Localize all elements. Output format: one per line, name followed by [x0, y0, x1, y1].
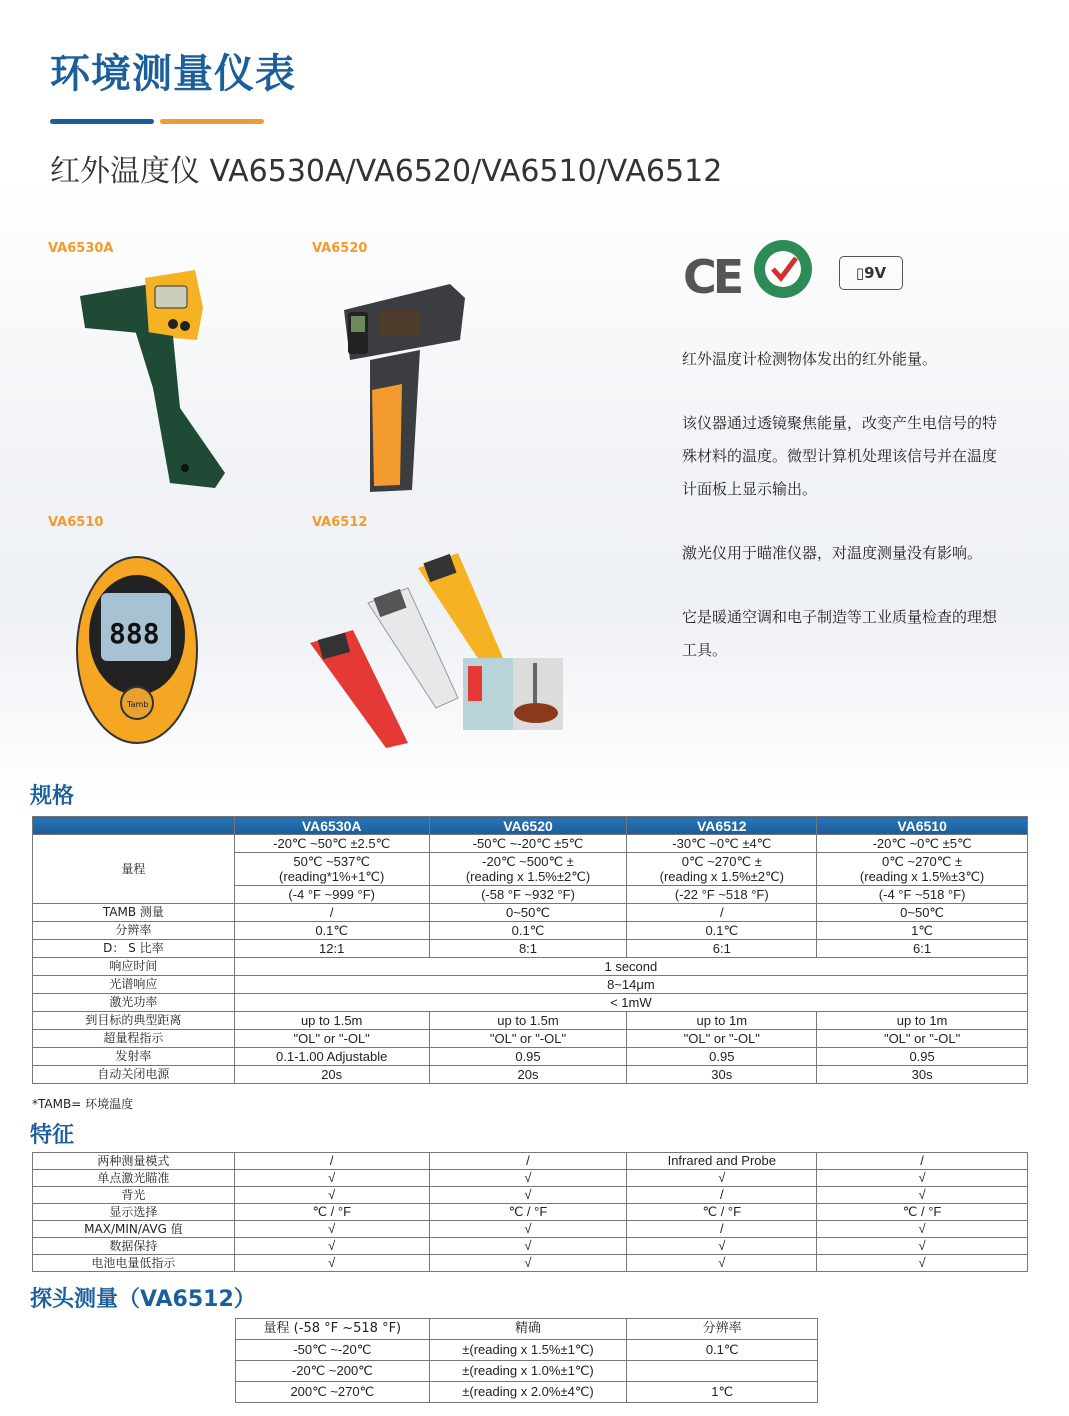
table-row [33, 1066, 1028, 1084]
table-cell: up to 1.5m [234, 1012, 429, 1030]
table-cell [627, 1361, 818, 1382]
table-cell: "OL" or "-OL" [429, 1030, 627, 1048]
table-cell: -20℃ ~200℃ [236, 1361, 430, 1382]
table-cell: 0.95 [627, 1048, 817, 1066]
table-cell: "OL" or "-OL" [627, 1030, 817, 1048]
title-underline-orange [160, 119, 264, 124]
table-cell: "OL" or "-OL" [817, 1030, 1028, 1048]
row-label: 到目标的典型距离 [33, 1012, 235, 1030]
table-cell: 0.1℃ [627, 1340, 818, 1361]
battery-9v-icon: ▯9V [839, 256, 903, 290]
table-cell: √ [429, 1255, 627, 1272]
row-label-range: 量程 [33, 835, 235, 904]
table-cell: √ [429, 1238, 627, 1255]
table-cell: ℃ / °F [817, 1204, 1028, 1221]
row-label: 分辨率 [627, 1319, 818, 1340]
va6510-product-image [75, 555, 200, 745]
table-cell: < 1mW [234, 994, 1027, 1012]
table-cell: up to 1.5m [429, 1012, 627, 1030]
features-table [32, 1152, 1028, 1272]
table-header-row [33, 817, 1028, 835]
table-row [33, 904, 1028, 922]
table-cell: 200℃ ~270℃ [236, 1382, 430, 1403]
va6520-product-image [340, 280, 470, 495]
table-row [33, 958, 1028, 976]
va6512-product-image [308, 548, 568, 748]
probe-table [235, 1318, 818, 1403]
table-cell: √ [817, 1221, 1028, 1238]
table-cell: √ [627, 1255, 817, 1272]
table-cell: √ [627, 1238, 817, 1255]
table-cell: ±(reading x 1.5%±1℃) [429, 1340, 627, 1361]
table-cell: 8:1 [429, 940, 627, 958]
table-cell: √ [429, 1221, 627, 1238]
table-cell: √ [234, 1255, 429, 1272]
table-row [33, 1048, 1028, 1066]
table-row [33, 1187, 1028, 1204]
table-row [33, 1012, 1028, 1030]
table-cell: 0.1-1.00 Adjustable [234, 1048, 429, 1066]
table-cell: 30s [627, 1066, 817, 1084]
table-cell: 30s [817, 1066, 1028, 1084]
table-header: VA6530A [234, 817, 429, 835]
table-cell: √ [817, 1238, 1028, 1255]
table-cell: -30℃ ~0℃ ±4℃ [627, 835, 817, 853]
table-row [33, 940, 1028, 958]
table-cell: √ [234, 1221, 429, 1238]
probe-heading: 探头测量（VA6512） [30, 1287, 256, 1312]
specs-heading: 规格 [30, 784, 75, 809]
desc-paragraph-2: 该仪器通过透镜聚焦能量，改变产生电信号的特 殊材料的温度。微型计算机处理该信号并在温度 计面板上显示输出。 [682, 414, 998, 498]
row-label: 量程 (-58 °F ~518 °F) [236, 1319, 430, 1340]
table-header: VA6520 [429, 817, 627, 835]
row-label: 单点激光瞄准 [33, 1170, 235, 1187]
table-cell: ±(reading x 1.0%±1℃) [429, 1361, 627, 1382]
table-cell: -50℃ ~-20℃ ±5℃ [429, 835, 627, 853]
table-cell: 1℃ [627, 1382, 818, 1403]
tamb-footnote: *TAMB= 环境温度 [32, 1097, 134, 1111]
row-label: 数据保持 [33, 1238, 235, 1255]
table-cell: 6:1 [817, 940, 1028, 958]
row-label: 自动关闭电源 [33, 1066, 235, 1084]
row-label: 精确 [429, 1319, 627, 1340]
table-cell: 0℃ ~270℃ ± (reading x 1.5%±3℃) [817, 853, 1028, 886]
table-cell: / [429, 1153, 627, 1170]
table-header: VA6512 [627, 817, 817, 835]
table-cell: √ [234, 1187, 429, 1204]
table-cell: / [627, 904, 817, 922]
table-row [33, 1238, 1028, 1255]
desc-paragraph-4: 它是暖通空调和电子制造等工业质量检查的理想 工具。 [682, 608, 998, 659]
table-cell: (-58 °F ~932 °F) [429, 886, 627, 904]
row-label: 电池电量低指示 [33, 1255, 235, 1272]
table-cell: ℃ / °F [429, 1204, 627, 1221]
model-label-va6530a: VA6530A [48, 241, 114, 256]
table-cell: up to 1m [627, 1012, 817, 1030]
va6530a-product-image [75, 268, 235, 493]
svg-text:888: 888 [109, 617, 160, 650]
table-cell: (-4 °F ~518 °F) [817, 886, 1028, 904]
desc-paragraph-3: 激光仪用于瞄准仪器，对温度测量没有影响。 [682, 544, 983, 562]
row-label: 显示选择 [33, 1204, 235, 1221]
table-row [33, 1204, 1028, 1221]
table-cell: -20℃ ~0℃ ±5℃ [817, 835, 1028, 853]
row-label: 分辨率 [33, 922, 235, 940]
table-cell: 6:1 [627, 940, 817, 958]
table-cell: (-4 °F ~999 °F) [234, 886, 429, 904]
row-label: D： S 比率 [33, 940, 235, 958]
table-cell: -50℃ ~-20℃ [236, 1340, 430, 1361]
table-cell: / [234, 904, 429, 922]
table-cell: √ [817, 1187, 1028, 1204]
table-cell: / [817, 1153, 1028, 1170]
table-row [33, 1170, 1028, 1187]
table-row [33, 835, 1028, 853]
table-row [33, 1221, 1028, 1238]
table-row [33, 922, 1028, 940]
table-cell: 0℃ ~270℃ ± (reading x 1.5%±2℃) [627, 853, 817, 886]
table-cell: 12:1 [234, 940, 429, 958]
row-label: MAX/MIN/AVG 值 [33, 1221, 235, 1238]
row-label: 背光 [33, 1187, 235, 1204]
ce-mark-icon: CE [683, 250, 741, 304]
table-row [33, 994, 1028, 1012]
model-label-va6512: VA6512 [312, 515, 368, 530]
specs-table [32, 816, 1028, 1084]
row-label: 发射率 [33, 1048, 235, 1066]
table-row [236, 1361, 818, 1382]
page-title: 环境测量仪表 [50, 51, 296, 97]
table-cell: 0.1℃ [429, 922, 627, 940]
title-underline-blue [50, 119, 154, 124]
weee-rohs-compliant-icon [752, 238, 814, 300]
model-label-va6510: VA6510 [48, 515, 104, 530]
table-cell: -20℃ ~50℃ ±2.5℃ [234, 835, 429, 853]
table-header-row [236, 1319, 818, 1340]
table-cell: 8~14μm [234, 976, 1027, 994]
table-cell: √ [627, 1170, 817, 1187]
table-cell: ℃ / °F [627, 1204, 817, 1221]
table-cell: / [627, 1187, 817, 1204]
table-cell: √ [817, 1170, 1028, 1187]
table-cell: 0.1℃ [627, 922, 817, 940]
table-cell: 0~50℃ [817, 904, 1028, 922]
model-label-va6520: VA6520 [312, 241, 368, 256]
table-cell: -20℃ ~500℃ ± (reading x 1.5%±2℃) [429, 853, 627, 886]
table-cell: / [234, 1153, 429, 1170]
table-cell: "OL" or "-OL" [234, 1030, 429, 1048]
table-row [236, 1340, 818, 1361]
table-cell: up to 1m [817, 1012, 1028, 1030]
table-cell: 0.1℃ [234, 922, 429, 940]
table-cell: ℃ / °F [234, 1204, 429, 1221]
table-cell: 50℃ ~537℃ (reading*1%+1℃) [234, 853, 429, 886]
features-heading: 特征 [30, 1123, 75, 1148]
table-cell: Infrared and Probe [627, 1153, 817, 1170]
table-row [33, 1153, 1028, 1170]
table-cell: 20s [429, 1066, 627, 1084]
row-label: 超量程指示 [33, 1030, 235, 1048]
row-label: 光谱响应 [33, 976, 235, 994]
page-subtitle: 红外温度仪 VA6530A/VA6520/VA6510/VA6512 [50, 154, 723, 189]
row-label: 激光功率 [33, 994, 235, 1012]
table-cell: √ [234, 1238, 429, 1255]
table-cell: √ [429, 1187, 627, 1204]
table-row [33, 976, 1028, 994]
table-cell: 1℃ [817, 922, 1028, 940]
row-label: TAMB 测量 [33, 904, 235, 922]
table-cell: √ [234, 1170, 429, 1187]
desc-paragraph-1: 红外温度计检测物体发出的红外能量。 [682, 350, 938, 368]
table-cell: √ [429, 1170, 627, 1187]
row-label: 两种测量模式 [33, 1153, 235, 1170]
table-cell: 1 second [234, 958, 1027, 976]
svg-text:Tamb: Tamb [127, 700, 149, 709]
table-cell: / [627, 1221, 817, 1238]
table-row [236, 1382, 818, 1403]
table-cell: √ [817, 1255, 1028, 1272]
table-cell: 0.95 [429, 1048, 627, 1066]
table-cell: (-22 °F ~518 °F) [627, 886, 817, 904]
table-row [33, 1030, 1028, 1048]
table-cell: 0.95 [817, 1048, 1028, 1066]
table-header: VA6510 [817, 817, 1028, 835]
table-cell: ±(reading x 2.0%±4℃) [429, 1382, 627, 1403]
table-row [33, 1255, 1028, 1272]
table-cell: 20s [234, 1066, 429, 1084]
table-cell: 0~50℃ [429, 904, 627, 922]
table-header [33, 817, 235, 835]
row-label: 响应时间 [33, 958, 235, 976]
